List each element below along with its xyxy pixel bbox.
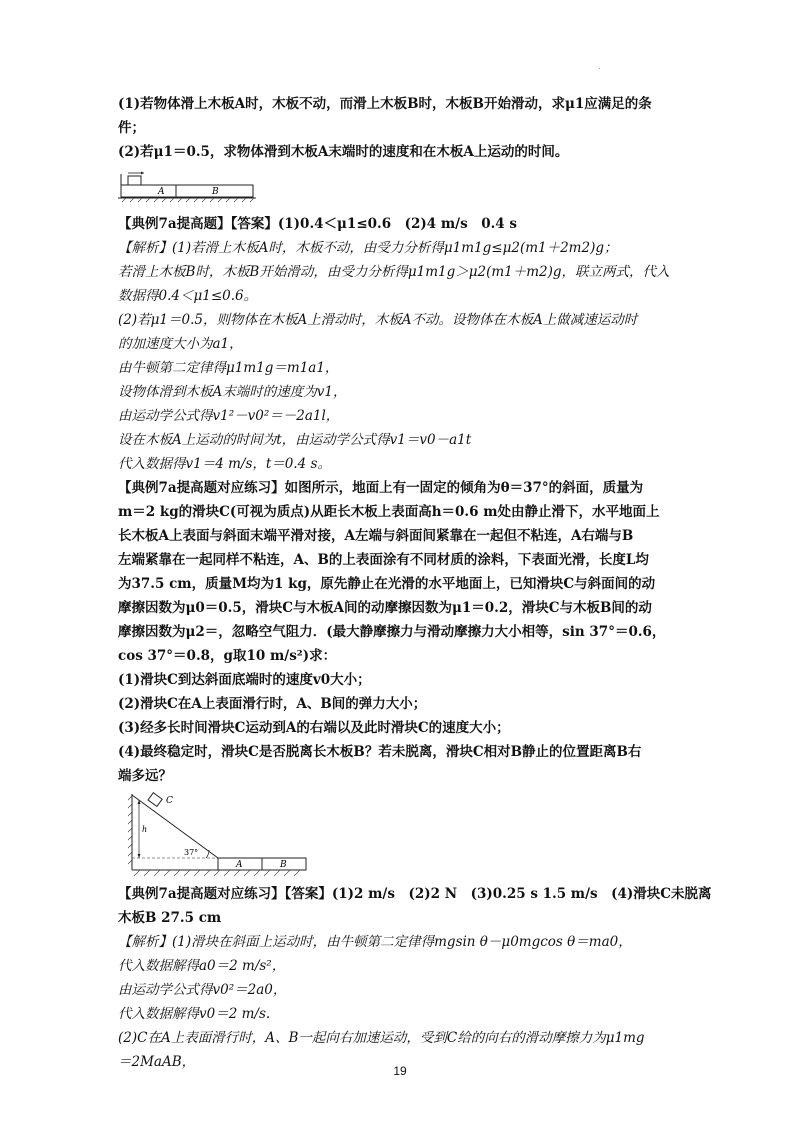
problem-line-10: (2)滑块C在A上表面滑行时，A、B间的弹力大小； — [118, 696, 427, 712]
practice-solution-line-1: 【解析】(1)滑块在斜面上运动时，由牛顿第二定律得mgsin θ－μ0mgcos θ＝ma0， — [118, 934, 632, 950]
solution-line-4: (2)若μ1＝0.5，则物体在木板A上滑动时，木板A不动。设物体在木板A上做减速运动时 — [118, 312, 638, 328]
angle-label: 37° — [184, 848, 199, 857]
incline-figure — [118, 792, 318, 878]
problem-line-5: 为37.5 cm，质量M均为1 kg，原先静止在光滑的水平地面上，已知滑块C与斜面间的动 — [118, 576, 656, 592]
problem-line-13: 端多远？ — [118, 768, 172, 784]
slider-c — [148, 793, 162, 807]
slider-c-label: C — [166, 796, 173, 806]
problem-line-8: cos 37°＝0.8，g取10 m/s²)求： — [118, 648, 337, 664]
top-mark: . — [598, 62, 601, 71]
board-a-label: A — [236, 860, 243, 870]
block-icon — [128, 176, 141, 185]
height-label: h — [142, 825, 148, 834]
problem-line-9: (1)滑块C到达斜面底端时的速度v0大小； — [118, 672, 371, 688]
answer-practice-line-2: 木板B 27.5 cm — [118, 910, 222, 926]
question-1-line-1: (1)若物体滑上木板A时，木板不动，而滑上木板B时，木板B开始滑动，求μ1应满足的条 — [118, 96, 652, 112]
problem-line-11: (3)经多长时间滑块C运动到A的右端以及此时滑块C的速度大小； — [118, 720, 510, 736]
practice-solution-line-2: 代入数据解得a0＝2 m/s²， — [118, 958, 286, 974]
solution-line-6: 由牛顿第二定律得μ1m1g＝m1a1， — [118, 360, 339, 376]
problem-line-12: (4)最终稳定时，滑块C是否脱离长木板B？若未脱离，滑块C相对B静止的位置距离B右 — [118, 744, 642, 760]
solution-line-5: 的加速度大小为a1， — [118, 336, 243, 352]
board-b-label: B — [212, 187, 219, 197]
problem-line-7: 摩擦因数为μ2＝，忽略空气阻力．(最大静摩擦力与滑动摩擦力大小相等，sin 37°＝0.6， — [118, 624, 666, 640]
board-figure-1 — [118, 170, 258, 204]
board-b-label: B — [280, 860, 287, 870]
solution-line-8: 由运动学公式得v1²－v0²＝－2a1l， — [118, 408, 340, 424]
answer-7a: 【典例7a提高题】【答案】(1)0.4＜μ1≤0.6 (2)4 m/s 0.4 s — [118, 216, 517, 232]
board-a-label: A — [158, 187, 165, 197]
solution-line-7: 设物体滑到木板A末端时的速度为v1， — [118, 384, 347, 400]
solution-line-3: 数据得0.4＜μ1≤0.6。 — [118, 288, 258, 304]
solution-line-10: 代入数据得v1＝4 m/s，t＝0.4 s。 — [118, 456, 331, 472]
practice-solution-line-3: 由运动学公式得v0²＝2a0， — [118, 982, 287, 998]
solution-line-2: 若滑上木板B时，木板B开始滑动，由受力分析得μ1m1g＞μ2(m1＋m2)g，联立两式，代入 — [118, 264, 670, 280]
practice-solution-line-6: ＝2MaAB， — [118, 1054, 196, 1070]
answer-practice-line-1: 【典例7a提高题对应练习】【答案】(1)2 m/s (2)2 N (3)0.25 s 1.5 m/s (4)滑块C未脱离 — [118, 886, 712, 902]
problem-line-6: 摩擦因数为μ0＝0.5，滑块C与木板A间的动摩擦因数为μ1＝0.2，滑块C与木板B间的动 — [118, 600, 652, 616]
problem-line-1: 【典例7a提高题对应练习】如图所示，地面上有一固定的倾角为θ＝37°的斜面，质量为 — [118, 480, 644, 496]
solution-line-9: 设在木板A上运动的时间为t，由运动学公式得v1＝v0－a1t — [118, 432, 472, 448]
document-page — [118, 92, 712, 1074]
question-2: (2)若μ1＝0.5，求物体滑到木板A末端时的速度和在木板A上运动的时间。 — [118, 144, 569, 160]
solution-line-1: 【解析】(1)若滑上木板A时，木板不动，由受力分析得μ1m1g≤μ2(m1＋2m2)g； — [118, 240, 618, 256]
problem-line-4: 左端紧靠在一起同样不粘连，A、B的上表面涂有不同材质的涂料，下表面光滑，长度L均 — [118, 552, 649, 568]
question-1-line-2: 件； — [118, 120, 145, 136]
practice-solution-line-4: 代入数据解得v0＝2 m/s. — [118, 1006, 271, 1022]
problem-line-2: m＝2 kg的滑块C(可视为质点)从距长木板上表面高h＝0.6 m处由静止滑下，水平地面上 — [118, 504, 660, 520]
page-number: 19 — [393, 1064, 407, 1078]
problem-line-3: 长木板A上表面与斜面末端平滑对接，A左端与斜面间紧靠在一起但不粘连，A右端与B — [118, 528, 634, 544]
practice-solution-line-5: (2)C在A上表面滑行时，A、B一起向右加速运动，受到C给的向右的滑动摩擦力为μ1mg — [118, 1030, 645, 1046]
